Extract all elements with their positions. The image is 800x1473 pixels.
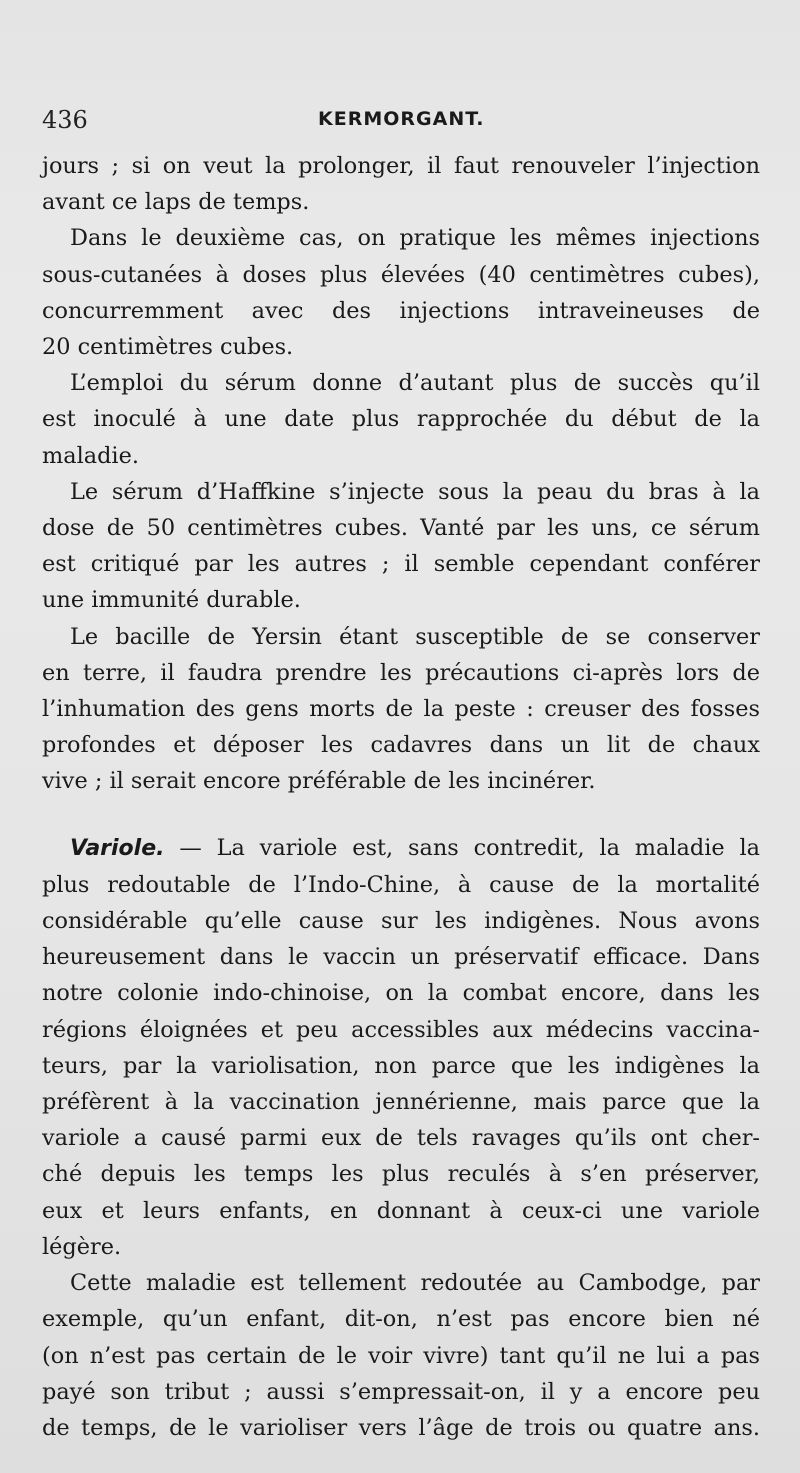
text-line: exemple, qu’un enfant, dit-on, n’est pas encore bien né	[42, 1306, 760, 1333]
section-variole	[42, 830, 760, 1265]
text-line: préfèrent à la vaccination jennérienne, mais parce que la	[42, 1089, 760, 1116]
text-line: est inoculé à une date plus rapprochée du début de la	[42, 406, 760, 433]
text-line: profondes et déposer les cadavres dans un lit de chaux	[42, 732, 760, 759]
text-line: Cette maladie est tellement redoutée au Cambodge, par	[70, 1270, 760, 1297]
page-body	[42, 148, 760, 1446]
text-line: Dans le deuxième cas, on pratique les mêmes injections	[70, 225, 760, 252]
text-line: légère.	[42, 1233, 122, 1260]
text-line: dose de 50 centimètres cubes. Vanté par les uns, ce sérum	[42, 515, 760, 542]
text-line: de temps, de le varioliser vers l’âge de trois ou quatre ans.	[42, 1414, 760, 1441]
text-line: jours ; si on veut la prolonger, il faut renouveler l’injection	[42, 153, 760, 179]
section-gap	[42, 800, 760, 830]
text-line: 20 centimètres cubes.	[42, 334, 294, 361]
text-line: Le bacille de Yersin étant susceptible de se conserver	[70, 623, 760, 650]
section-term-variole: Variole.	[70, 835, 165, 861]
text-line: régions éloignées et peu accessibles aux médecins vaccina-	[42, 1016, 760, 1043]
text-line: ché depuis les temps les plus reculés à s’en préserver,	[42, 1161, 760, 1188]
text-line: variole a causé parmi eux de tels ravages qu’ils ont cher-	[42, 1125, 760, 1152]
text-run: — La variole est, sans contredit, la maladie la	[164, 834, 760, 861]
text-line: notre colonie indo-chinoise, on la combat encore, dans les	[42, 980, 760, 1007]
text-line: heureusement dans le vaccin un préservatif efficace. Dans	[42, 944, 760, 971]
text-line: une immunité durable.	[42, 587, 301, 614]
text-line: plus redoutable de l’Indo-Chine, à cause de la mortalité	[42, 871, 760, 898]
text-line: en terre, il faudra prendre les précautions ci-après lors de	[42, 659, 760, 686]
text-line: teurs, par la variolisation, non parce que les indigènes la	[42, 1052, 760, 1079]
paragraph-yersin-bacillus	[42, 619, 760, 800]
paragraph-second-case	[42, 220, 760, 365]
paragraph-injection-renewal	[42, 148, 760, 220]
text-line: l’inhumation des gens morts de la peste : creuser des fosses	[42, 696, 760, 723]
text-line: payé son tribut ; aussi s’empressait-on, il y a encore peu	[42, 1378, 760, 1405]
text-line: Le sérum d’Haffkine s’injecte sous la peau du bras à la	[70, 478, 760, 505]
page-header	[42, 106, 758, 140]
text-line: est critiqué par les autres ; il semble cependant conférer	[42, 551, 760, 578]
text-line: concurremment avec des injections intraveineuses de	[42, 297, 760, 324]
text-line: (on n’est pas certain de le voir vivre) tant qu’il ne lui a pas	[42, 1342, 760, 1369]
page-number: 436	[42, 106, 88, 134]
text-line	[42, 830, 760, 867]
text-line: sous-cutanées à doses plus élevées (40 centimètres cubes),	[42, 261, 760, 288]
running-head: KERMORGANT.	[318, 108, 485, 130]
paragraph-serum-use	[42, 365, 760, 474]
text-line: maladie.	[42, 442, 139, 469]
text-line: eux et leurs enfants, en donnant à ceux-ci une variole	[42, 1197, 760, 1224]
text-line: L’emploi du sérum donne d’autant plus de succès qu’il	[70, 370, 760, 397]
paragraph-cambodge	[42, 1265, 760, 1446]
paragraph-haffkine-serum	[42, 474, 760, 619]
text-line: vive ; il serait encore préférable de les incinérer.	[42, 768, 596, 795]
text-line: avant ce laps de temps.	[42, 189, 310, 216]
text-line: considérable qu’elle cause sur les indigènes. Nous avons	[42, 908, 760, 935]
